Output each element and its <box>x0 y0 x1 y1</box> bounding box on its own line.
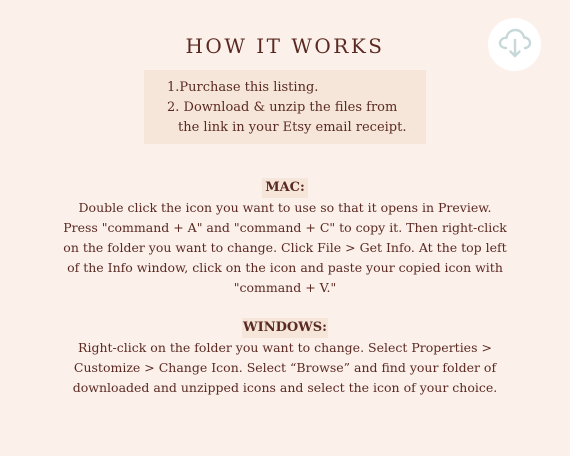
step-number: 2. <box>167 100 180 115</box>
mac-instructions: Double click the icon you want to use so that it opens in Preview. Press "command + A" and "command + C" to copy it. Then right-click on the folder you want to change. Click File > Get Info. At the top left of the Info window, click on the icon and paste your copied icon with "command + V." <box>63 200 507 295</box>
step-text-line2: the link in your Etsy email receipt. <box>178 120 407 135</box>
steps-box <box>144 70 426 144</box>
mac-label: MAC: <box>262 178 308 198</box>
windows-label: WINDOWS: <box>242 318 328 338</box>
cloud-download-badge <box>488 18 541 71</box>
windows-instructions: Right-click on the folder you want to change. Select Properties > Customize > Change Icon. Select “Browse” and find your folder of downloaded and unzipped icons and select the icon of your choice. <box>72 340 498 395</box>
step-text-line1: Download & unzip the files from <box>183 100 398 115</box>
step-text: Purchase this listing. <box>179 80 319 95</box>
list-item <box>167 98 417 138</box>
cloud-download-icon <box>495 23 535 67</box>
page-title: HOW IT WORKS <box>185 34 385 58</box>
list-item <box>167 78 318 98</box>
step-number: 1. <box>167 80 180 95</box>
